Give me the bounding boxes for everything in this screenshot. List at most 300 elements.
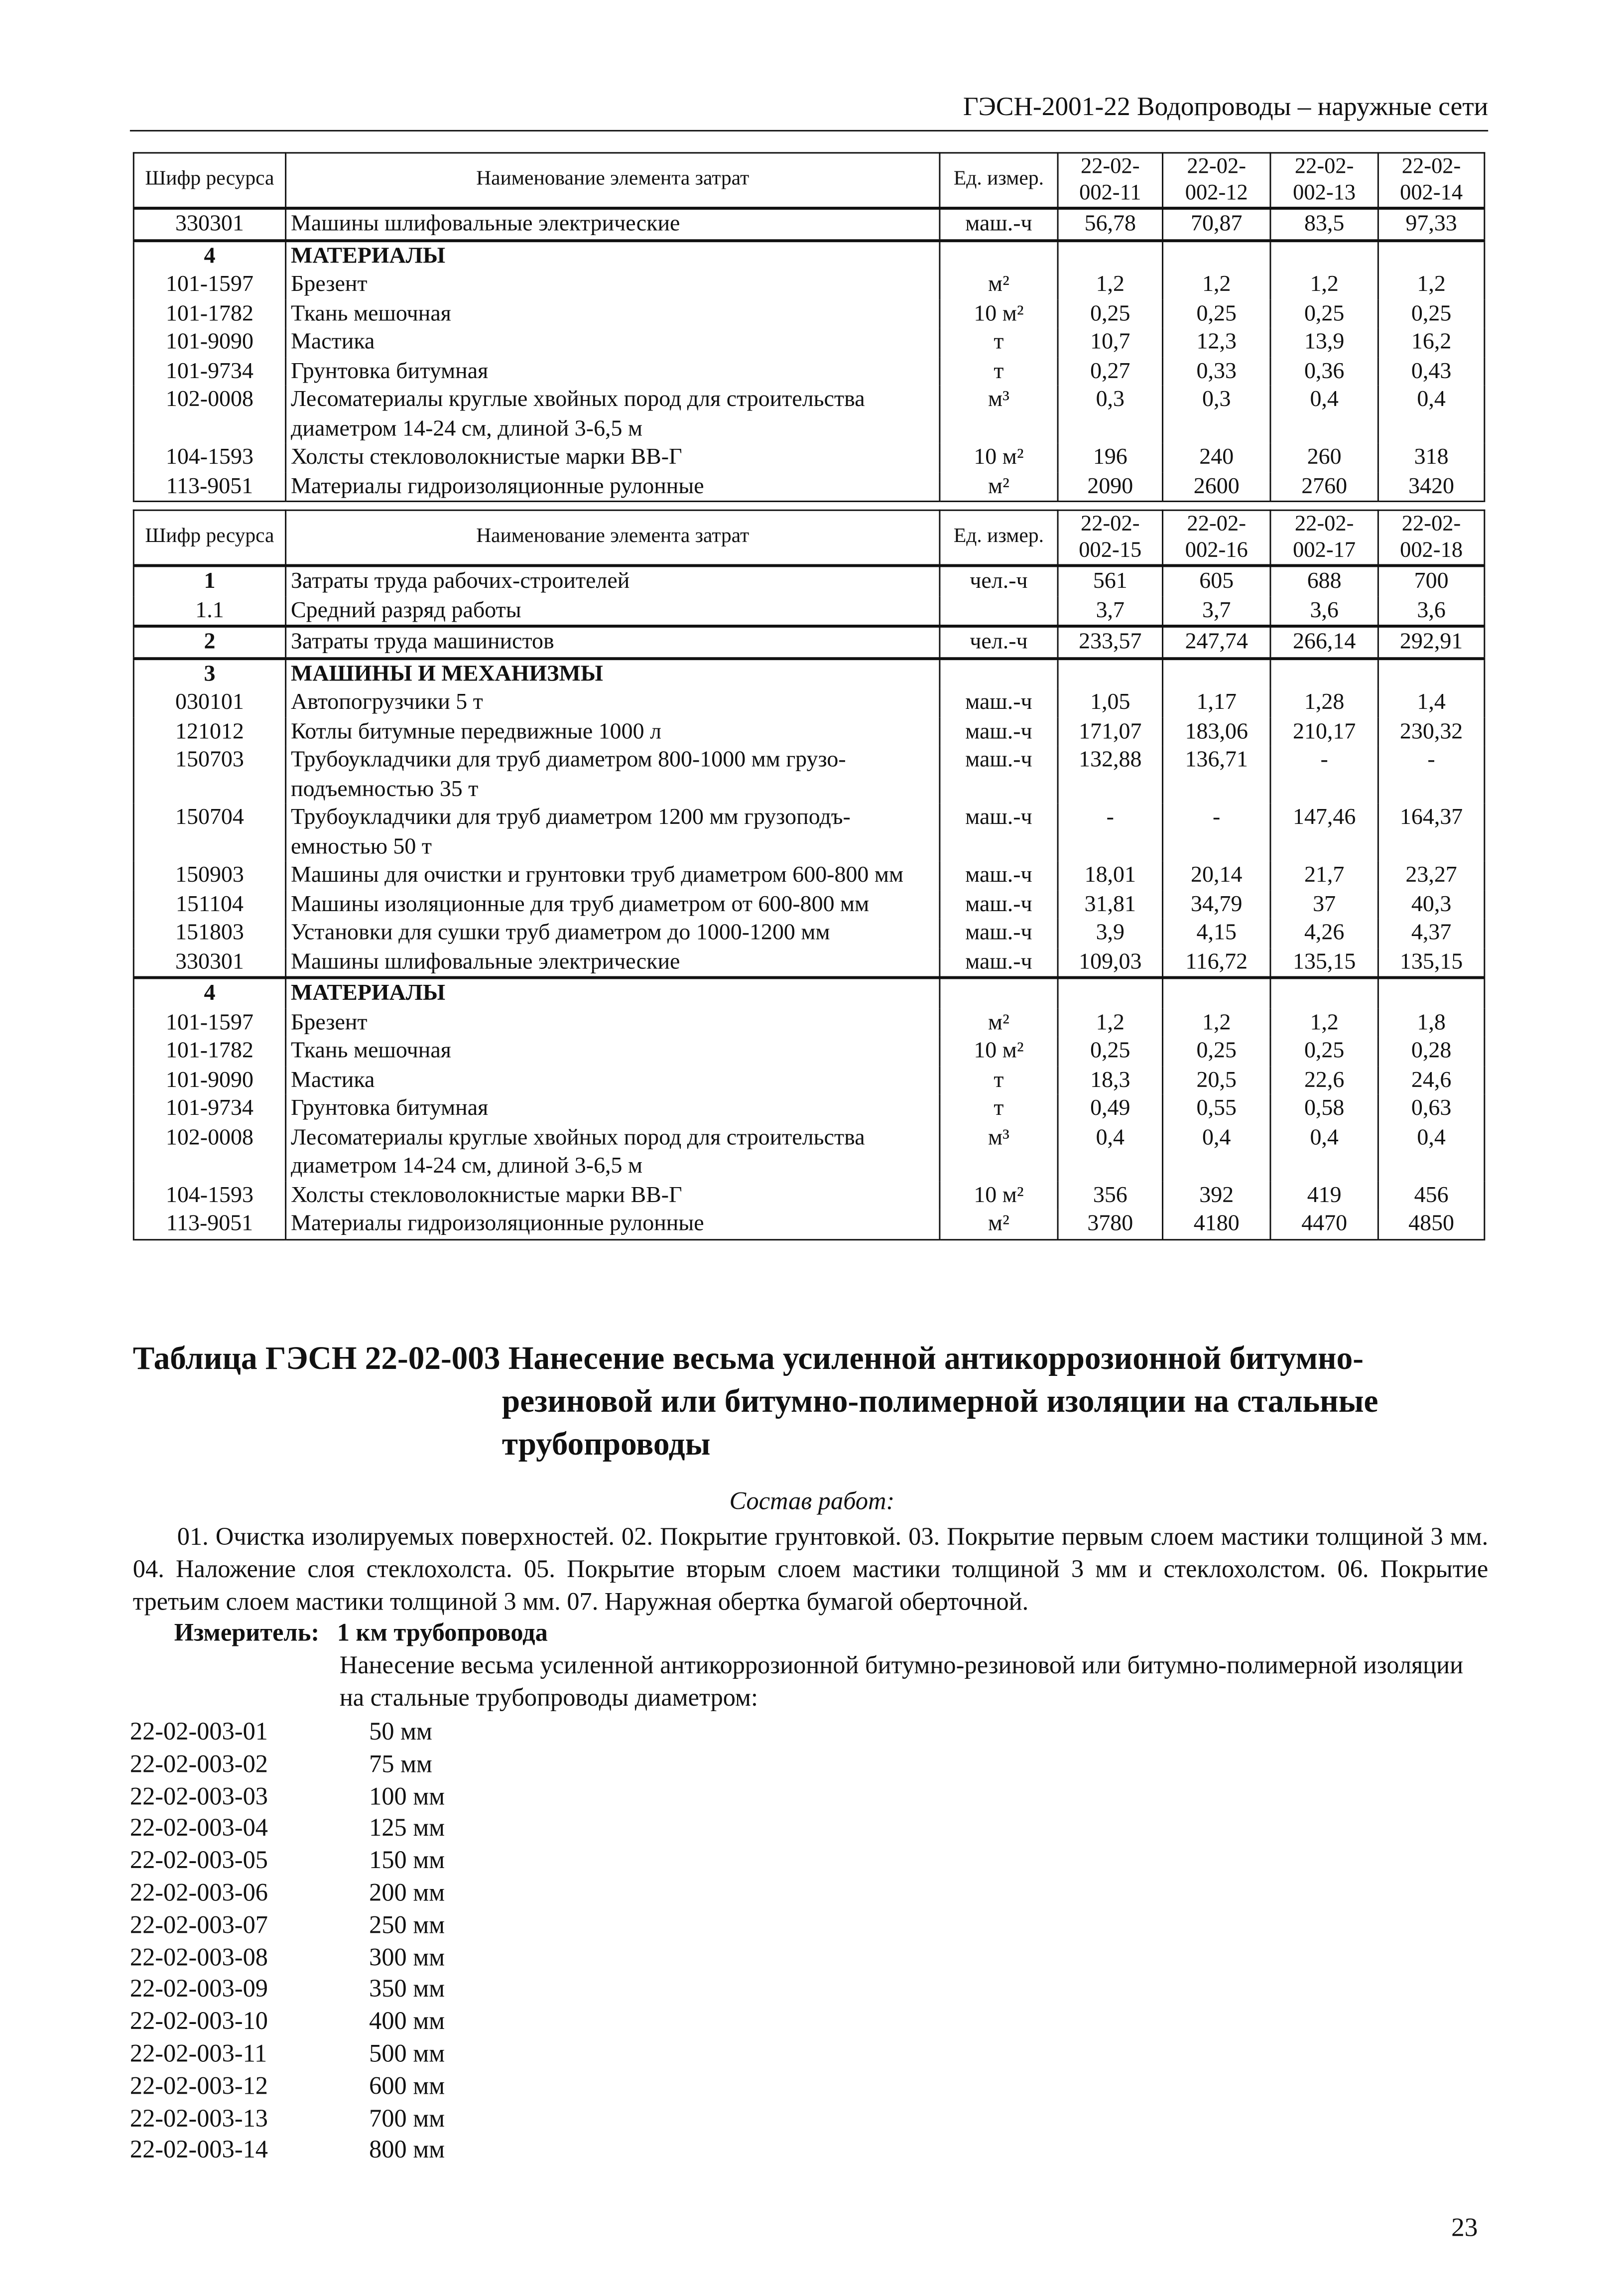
cost-element-name: Ткань мешочная [286, 299, 940, 328]
norm-value: 0,25 [1378, 299, 1484, 328]
unit: 10 м² [940, 443, 1058, 472]
table-row [133, 240, 1485, 270]
resource-code: 101-1597 [133, 270, 285, 299]
norm-value: 0,4 [1163, 1123, 1270, 1181]
cost-element-name: Средний разряд работы [286, 596, 940, 626]
table-row [133, 386, 1485, 443]
cost-element-name: Машины для очистки и грунтовки труб диаметром 600-800 мм [286, 861, 940, 890]
column-header: 22-02- 002-12 [1163, 153, 1270, 208]
resource-code: 4 [133, 977, 285, 1008]
norm-value: 20,5 [1163, 1066, 1270, 1094]
meter-label: Измеритель: [174, 1618, 320, 1647]
unit: т [940, 1066, 1058, 1094]
norm-value: 392 [1163, 1181, 1270, 1210]
unit [940, 977, 1058, 1008]
column-header: 22-02- 002-11 [1058, 153, 1162, 208]
column-header: 22-02- 002-16 [1163, 510, 1270, 565]
table-row [133, 565, 1485, 596]
pipe-diameter: 800 мм [369, 2136, 445, 2164]
norm-code-item [130, 1974, 445, 2006]
norm-value: 700 [1378, 565, 1484, 596]
pipe-diameter: 500 мм [369, 2039, 445, 2068]
resource-code: 113-9051 [133, 472, 285, 501]
norm-code-item [130, 2070, 445, 2103]
unit: маш.-ч [940, 947, 1058, 978]
unit: маш.-ч [940, 717, 1058, 746]
cost-element-name: МАТЕРИАЛЫ [286, 977, 940, 1008]
resource-code: 030101 [133, 688, 285, 717]
table-group [133, 977, 1485, 1239]
norm-value: 0,4 [1378, 1123, 1484, 1181]
norm-value: 0,58 [1270, 1094, 1378, 1123]
pipe-diameter: 75 мм [369, 1750, 432, 1778]
norm-value: 4,37 [1378, 919, 1484, 947]
norm-value: 419 [1270, 1181, 1378, 1210]
unit: м² [940, 472, 1058, 501]
resource-table-002-15-18 [133, 510, 1485, 1240]
resource-code: 150903 [133, 861, 285, 890]
unit: 10 м² [940, 1181, 1058, 1210]
norm-value: 0,55 [1163, 1094, 1270, 1123]
norm-value: 0,4 [1270, 1123, 1378, 1181]
pipe-diameter: 50 мм [369, 1717, 432, 1746]
table-row [133, 208, 1485, 240]
cost-element-name: Машины шлифовальные электрические [286, 208, 940, 240]
cost-element-name: Материалы гидроизоляционные рулонные [286, 472, 940, 501]
norm-value: 0,4 [1270, 386, 1378, 443]
norm-value: 21,7 [1270, 861, 1378, 890]
pipe-diameter: 300 мм [369, 1943, 445, 1971]
norm-value: 1,4 [1378, 688, 1484, 717]
norm-value: 164,37 [1378, 804, 1484, 861]
unit: маш.-ч [940, 746, 1058, 804]
pipe-diameter: 400 мм [369, 2007, 445, 2035]
norm-value: - [1270, 746, 1378, 804]
cost-element-name: МАШИНЫ И МЕХАНИЗМЫ [286, 658, 940, 688]
norm-value: 109,03 [1058, 947, 1162, 978]
norm-value: 18,01 [1058, 861, 1162, 890]
norm-code: 22-02-003-07 [129, 1910, 268, 1939]
resource-code: 2 [133, 626, 285, 658]
norm-value: 10,7 [1058, 328, 1162, 357]
norm-value: 132,88 [1058, 746, 1162, 804]
norm-value: 0,27 [1058, 357, 1162, 386]
column-header: 22-02- 002-13 [1270, 153, 1378, 208]
norm-code-item [130, 1845, 445, 1877]
resource-code: 101-9090 [133, 1066, 285, 1094]
unit: м² [940, 270, 1058, 299]
norm-value: 210,17 [1270, 717, 1378, 746]
norm-value: 31,81 [1058, 890, 1162, 919]
cost-element-name: Машины шлифовальные электрические [286, 947, 940, 978]
cost-element-name: Холсты стекловолокнистые марки ВВ-Г [286, 443, 940, 472]
norm-value: 240 [1163, 443, 1270, 472]
cost-element-name: Лесоматериалы круглые хвойных пород для строительства диаметром 14-24 см, длиной 3-6,5 м [286, 386, 940, 443]
table-group [133, 626, 1485, 658]
norm-code: 22-02-003-06 [129, 1878, 268, 1907]
header-row [133, 153, 1485, 208]
norm-value [1378, 240, 1484, 270]
resource-code: 330301 [133, 208, 285, 240]
cost-element-name: МАТЕРИАЛЫ [286, 240, 940, 270]
meter-value: 1 км трубопровода [337, 1618, 548, 1647]
table-row [133, 596, 1485, 626]
column-header: Шифр ресурса [133, 510, 285, 565]
table-row [133, 1210, 1485, 1239]
norm-code-item [130, 2102, 445, 2135]
column-header: 22-02- 002-17 [1270, 510, 1378, 565]
table-row [133, 1008, 1485, 1037]
norm-value: 266,14 [1270, 626, 1378, 658]
pipe-diameter: 200 мм [369, 1878, 445, 1907]
unit: 10 м² [940, 1037, 1058, 1066]
table-row [133, 270, 1485, 299]
pipe-diameter: 150 мм [369, 1846, 445, 1875]
norm-value: 3,6 [1378, 596, 1484, 626]
norm-code-item [130, 1780, 445, 1813]
norm-value: 3,9 [1058, 919, 1162, 947]
table-row [133, 1094, 1485, 1123]
unit [940, 658, 1058, 688]
table-group [133, 208, 1485, 240]
norm-code-item [130, 1941, 445, 1974]
resource-code: 3 [133, 658, 285, 688]
table-group [133, 565, 1485, 626]
table-row [133, 861, 1485, 890]
norm-value: 1,2 [1058, 270, 1162, 299]
norm-value: 2760 [1270, 472, 1378, 501]
cost-element-name: Мастика [286, 328, 940, 357]
norm-value: 3,7 [1058, 596, 1162, 626]
norm-value: 135,15 [1378, 947, 1484, 978]
table-row [133, 746, 1485, 804]
column-header: 22-02- 002-15 [1058, 510, 1162, 565]
table-title-line: трубопроводы [501, 1425, 711, 1462]
table-row [133, 626, 1485, 658]
table-title-line: Таблица ГЭСН 22-02-003 Нанесение весьма усиленной антикоррозионной битумно- [132, 1339, 1364, 1376]
cost-element-name: Брезент [286, 270, 940, 299]
table-title [133, 1337, 1491, 1465]
pipe-diameter: 700 мм [369, 2104, 445, 2132]
resource-code: 150704 [133, 804, 285, 861]
norm-value: 0,25 [1058, 299, 1162, 328]
unit: чел.-ч [940, 565, 1058, 596]
norm-value [1270, 240, 1378, 270]
column-header: Наименование элемента затрат [286, 153, 940, 208]
unit: т [940, 1094, 1058, 1123]
norm-value [1378, 977, 1484, 1008]
norm-value: 1,2 [1058, 1008, 1162, 1037]
works-text: 01. Очистка изолируемых поверхностей. 02. Покрытие грунтовкой. 03. Покрытие первым слоем мастики толщиной 3 мм. 04. Наложение слоя стеклохолста. 05. Покрытие вторым слоем мастики толщиной 3 мм и стеклохолстом. 06. Покрытие третьим слоем мастики толщиной 3 мм. 07. Наружная обертка бумагой оберточной. [132, 1522, 1489, 1616]
norm-value: 356 [1058, 1181, 1162, 1210]
table-group [133, 658, 1485, 978]
cost-element-name: Установки для сушки труб диаметром до 1000-1200 мм [286, 919, 940, 947]
norm-value [1163, 658, 1270, 688]
resource-code: 113-9051 [133, 1210, 285, 1239]
norm-value: 13,9 [1270, 328, 1378, 357]
norm-value: 24,6 [1378, 1066, 1484, 1094]
resource-code: 1 [133, 565, 285, 596]
unit: т [940, 357, 1058, 386]
resource-code: 151104 [133, 890, 285, 919]
cost-element-name: Трубоукладчики для труб диаметром 1200 мм грузоподъ-емностью 50 т [286, 804, 940, 861]
table-row [133, 328, 1485, 357]
norm-value: 1,2 [1270, 270, 1378, 299]
column-header: 22-02- 002-14 [1378, 153, 1484, 208]
norm-value: 0,25 [1163, 1037, 1270, 1066]
norm-value: 3,7 [1163, 596, 1270, 626]
cost-element-name: Машины изоляционные для труб диаметром от 600-800 мм [286, 890, 940, 919]
header-row [133, 510, 1485, 565]
unit: м³ [940, 1123, 1058, 1181]
resource-code: 104-1593 [133, 443, 285, 472]
table-row [133, 804, 1485, 861]
norm-code: 22-02-003-12 [129, 2071, 268, 2100]
resource-code: 102-0008 [133, 1123, 285, 1181]
norm-value: 0,63 [1378, 1094, 1484, 1123]
unit: т [940, 328, 1058, 357]
norm-value: 2090 [1058, 472, 1162, 501]
norm-code: 22-02-003-02 [129, 1750, 268, 1778]
norm-value: 4470 [1270, 1210, 1378, 1239]
cost-element-name: Трубоукладчики для труб диаметром 800-1000 мм грузо-подъемностью 35 т [286, 746, 940, 804]
norm-value: 0,3 [1163, 386, 1270, 443]
norm-value: 0,25 [1270, 299, 1378, 328]
norm-code-item [130, 1813, 445, 1845]
header-divider [130, 130, 1488, 132]
pipe-diameter: 350 мм [369, 1975, 445, 2003]
table-row [133, 919, 1485, 947]
norm-value: 292,91 [1378, 626, 1484, 658]
unit [940, 240, 1058, 270]
norm-value: 70,87 [1163, 208, 1270, 240]
norm-value: 4,15 [1163, 919, 1270, 947]
table-row [133, 977, 1485, 1008]
norm-value: 230,32 [1378, 717, 1484, 746]
norm-code-item [130, 2135, 445, 2167]
unit: маш.-ч [940, 208, 1058, 240]
norm-code-item [130, 1877, 445, 1909]
resource-code: 4 [133, 240, 285, 270]
unit: маш.-ч [940, 890, 1058, 919]
resource-code: 330301 [133, 947, 285, 978]
norm-value: 16,2 [1378, 328, 1484, 357]
norm-code: 22-02-003-11 [129, 2039, 267, 2068]
table-row [133, 688, 1485, 717]
norm-value: 34,79 [1163, 890, 1270, 919]
unit: чел.-ч [940, 626, 1058, 658]
norm-code: 22-02-003-08 [129, 1943, 268, 1971]
norm-value: - [1378, 746, 1484, 804]
resource-code: 1.1 [133, 596, 285, 626]
table-row [133, 658, 1485, 688]
unit: м² [940, 1008, 1058, 1037]
norm-value: 1,2 [1270, 1008, 1378, 1037]
norm-value: 0,25 [1163, 299, 1270, 328]
cost-element-name: Лесоматериалы круглые хвойных пород для строительства диаметром 14-24 см, длиной 3-6,5 м [286, 1123, 940, 1181]
page-number: 23 [1451, 2212, 1478, 2242]
norm-value: 97,33 [1378, 208, 1484, 240]
norm-value: 22,6 [1270, 1066, 1378, 1094]
norm-value [1378, 658, 1484, 688]
works-label: Состав работ: [729, 1487, 895, 1515]
norm-code: 22-02-003-10 [129, 2007, 268, 2035]
norm-value: 1,28 [1270, 688, 1378, 717]
norm-value: 23,27 [1378, 861, 1484, 890]
norm-value: 0,36 [1270, 357, 1378, 386]
unit: 10 м² [940, 299, 1058, 328]
norm-value: 12,3 [1163, 328, 1270, 357]
norm-code-item [130, 1748, 445, 1780]
table-title-line: резиновой или битумно-полимерной изоляции на стальные [501, 1382, 1378, 1419]
meter-line [174, 1618, 566, 1648]
norm-value: 37 [1270, 890, 1378, 919]
unit: м³ [940, 386, 1058, 443]
norm-value: 147,46 [1270, 804, 1378, 861]
running-header: ГЭСН-2001-22 Водопроводы – наружные сети [963, 91, 1489, 122]
resource-code: 121012 [133, 717, 285, 746]
norm-value: 0,4 [1378, 386, 1484, 443]
table-row [133, 947, 1485, 978]
cost-element-name: Мастика [286, 1066, 940, 1094]
norm-value: 0,43 [1378, 357, 1484, 386]
unit: маш.-ч [940, 861, 1058, 890]
norm-value: 688 [1270, 565, 1378, 596]
unit: маш.-ч [940, 919, 1058, 947]
unit: маш.-ч [940, 688, 1058, 717]
pipe-diameter: 600 мм [369, 2071, 445, 2100]
cost-element-name: Автопогрузчики 5 т [286, 688, 940, 717]
resource-code: 102-0008 [133, 386, 285, 443]
norm-code-item [130, 2038, 445, 2070]
norm-value [1058, 240, 1162, 270]
column-header: Ед. измер. [940, 153, 1058, 208]
norm-value: 4180 [1163, 1210, 1270, 1239]
table-row [133, 1123, 1485, 1181]
norm-value: 561 [1058, 565, 1162, 596]
column-header: Шифр ресурса [133, 153, 285, 208]
norm-value: 1,17 [1163, 688, 1270, 717]
norm-value: 18,3 [1058, 1066, 1162, 1094]
norm-value: 171,07 [1058, 717, 1162, 746]
pipe-diameter: 125 мм [369, 1814, 445, 1842]
table-row [133, 443, 1485, 472]
norm-value: 3420 [1378, 472, 1484, 501]
table-row [133, 1181, 1485, 1210]
norm-value [1270, 977, 1378, 1008]
table-row [133, 1037, 1485, 1066]
norm-value: 0,25 [1058, 1037, 1162, 1066]
resource-code: 150703 [133, 746, 285, 804]
norm-value: 0,49 [1058, 1094, 1162, 1123]
unit [940, 596, 1058, 626]
norm-value: 0,4 [1058, 1123, 1162, 1181]
norm-code: 22-02-003-09 [129, 1975, 268, 2003]
norm-value: 3,6 [1270, 596, 1378, 626]
norm-value: 0,28 [1378, 1037, 1484, 1066]
unit: м² [940, 1210, 1058, 1239]
norm-value: 83,5 [1270, 208, 1378, 240]
norm-value: 116,72 [1163, 947, 1270, 978]
table-row [133, 717, 1485, 746]
column-header: Ед. измер. [940, 510, 1058, 565]
resource-code: 101-9090 [133, 328, 285, 357]
norm-code-item [130, 1909, 445, 1941]
resource-code: 151803 [133, 919, 285, 947]
norm-value: 183,06 [1163, 717, 1270, 746]
norm-value: 233,57 [1058, 626, 1162, 658]
norm-value: 1,05 [1058, 688, 1162, 717]
norm-value: 247,74 [1163, 626, 1270, 658]
table-row [133, 472, 1485, 501]
resource-code: 101-1782 [133, 1037, 285, 1066]
norm-code-item [130, 2006, 445, 2038]
norm-value: 0,25 [1270, 1037, 1378, 1066]
column-header: 22-02- 002-18 [1378, 510, 1484, 565]
norm-code: 22-02-003-14 [129, 2136, 268, 2164]
norm-value: - [1163, 804, 1270, 861]
cost-element-name: Котлы битумные передвижные 1000 л [286, 717, 940, 746]
cost-element-name: Ткань мешочная [286, 1037, 940, 1066]
norm-value: 2600 [1163, 472, 1270, 501]
table-row [133, 357, 1485, 386]
norm-value: 196 [1058, 443, 1162, 472]
norm-value: 260 [1270, 443, 1378, 472]
table-row [133, 890, 1485, 919]
norm-code: 22-02-003-04 [129, 1814, 268, 1842]
cost-element-name: Затраты труда машинистов [286, 626, 940, 658]
resource-code: 104-1593 [133, 1181, 285, 1210]
pipe-diameter: 100 мм [369, 1781, 445, 1810]
norm-value: 4850 [1378, 1210, 1484, 1239]
unit: маш.-ч [940, 804, 1058, 861]
resource-code: 101-9734 [133, 357, 285, 386]
resource-code: 101-1782 [133, 299, 285, 328]
table-group [133, 240, 1485, 502]
cost-element-name: Затраты труда рабочих-строителей [286, 565, 940, 596]
cost-element-name: Грунтовка битумная [286, 1094, 940, 1123]
norm-value [1058, 658, 1162, 688]
norm-value [1270, 658, 1378, 688]
norm-value [1163, 240, 1270, 270]
norm-code: 22-02-003-13 [129, 2104, 268, 2132]
cost-element-name: Брезент [286, 1008, 940, 1037]
norm-value: 0,33 [1163, 357, 1270, 386]
table-row [133, 1066, 1485, 1094]
norm-value: 135,15 [1270, 947, 1378, 978]
norm-value: 136,71 [1163, 746, 1270, 804]
norm-value: 56,78 [1058, 208, 1162, 240]
norm-value: 3780 [1058, 1210, 1162, 1239]
norm-value: 20,14 [1163, 861, 1270, 890]
norm-code-list [130, 1716, 445, 2167]
norm-value: 1,2 [1378, 270, 1484, 299]
norm-value: 1,8 [1378, 1008, 1484, 1037]
norm-code: 22-02-003-03 [129, 1781, 268, 1810]
norm-value: - [1058, 804, 1162, 861]
norm-code-item [130, 1716, 445, 1749]
pipe-diameter: 250 мм [369, 1910, 445, 1939]
norm-description: Нанесение весьма усиленной антикоррозионной битумно-резиновой или битумно-полимерной изоляции на стальные трубопроводы диаметром: [339, 1651, 1464, 1712]
norm-value: 318 [1378, 443, 1484, 472]
table-row [133, 299, 1485, 328]
norm-value: 456 [1378, 1181, 1484, 1210]
norm-value [1163, 977, 1270, 1008]
resource-code: 101-1597 [133, 1008, 285, 1037]
cost-element-name: Холсты стекловолокнистые марки ВВ-Г [286, 1181, 940, 1210]
norm-code: 22-02-003-01 [129, 1717, 268, 1746]
norm-value: 4,26 [1270, 919, 1378, 947]
